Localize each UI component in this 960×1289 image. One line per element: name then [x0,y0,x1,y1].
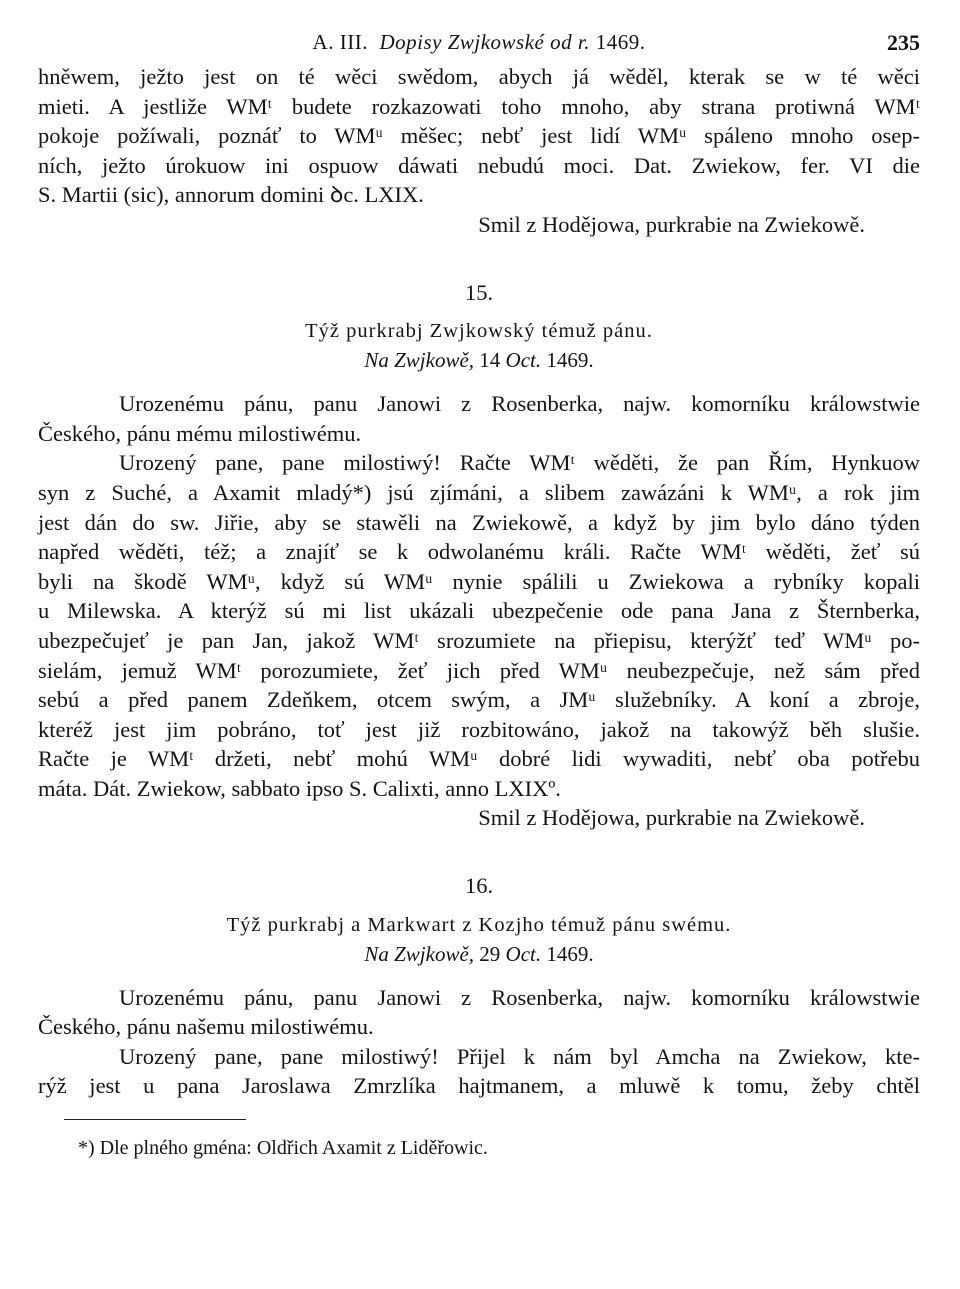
letter-dateline [38,940,920,969]
date-year: 1469. [546,941,594,966]
date-day: 29 [479,941,501,966]
place-name: Na Zwjkowě, [364,941,475,966]
text-line: ních, ježto úrokuow ini ospuow dáwati nebudú moci. Dat. Zwiekow, fer. VI die [38,152,920,178]
signature: Smil z Hodějowa, purkrabie na Zwiekowě. [478,805,865,831]
date-month: Oct. [505,348,542,373]
footnote-rule [64,1119,246,1120]
address-line: Urozenému pánu, panu Janowi z Rosenberka, najw. komorníku králowstwie [119,984,920,1010]
running-header [38,30,920,62]
text-line: syn z Suché, a Axamit mladý*) jsú zjímáni, a slibem zawázáni k WMᵘ, a rok jim [38,479,920,505]
address-line: Českého, pánu mému milostiwému. [38,420,362,446]
letter-title: Týž purkrabj Zwjkowský témuž pánu. [305,320,653,343]
text-line: sebú a před panem Zdeňkem, otcem swým, a JMᵘ služebníky. A koní a zbroje, [38,687,920,713]
letter-number: 15. [464,279,494,305]
address-line: Českého, pánu našemu milostiwému. [38,1014,374,1040]
letter-16 [38,871,920,1101]
text-line: S. Martii (sic), annorum domini ꝺc. LXIX. [38,182,424,208]
signature: Smil z Hodějowa, purkrabie na Zwiekowě. [478,211,865,237]
letter-15 [38,278,920,834]
text-line: sielám, jemuž WMᵗ porozumiete, žeť jich před WMᵘ neubezpečuje, než sám před [38,657,920,683]
text-line: rýž jest u pana Jaroslawa Zmrzlíka hajtmanem, a mluwě k tomu, žeby chtěl [38,1073,920,1099]
date-year: 1469. [546,348,594,373]
text-line: Urozený pane, pane milostiwý! Račte WMᵗ wěděti, že pan Řím, Hynkuow [119,450,920,476]
section-label: A. III. [312,30,368,54]
text-line: byli na škodě WMᵘ, když sú WMᵘ nynie spálili u Zwiekowa a rybníky kopali [38,568,920,594]
letter-number: 16. [464,873,494,899]
page-number: 235 [887,30,920,55]
text-line: kteréž jest jim pobráno, toť jest již rozbitowáno, jakož na takowýž běh slušie. [38,716,920,742]
date-month: Oct. [505,941,542,966]
text-line: pokoje požíwali, poznáť to WMᵘ měšec; nebť jest lidí WMᵘ spáleno mnoho osep- [38,123,920,149]
letter-dateline [38,346,920,375]
text-line: Račte je WMᵗ držeti, nebť mohú WMᵘ dobré lidi wywaditi, nebť oba potřebu [38,746,920,772]
book-page [38,30,920,1162]
text-line: napřed wěděti, též; a znajíť se k odwolanému králi. Račte WMᵗ wěděti, žeť sú [38,539,920,565]
title-italic: Dopisy Zwjkowské od r. [379,30,590,54]
text-line: máta. Dát. Zwiekow, sabbato ipso S. Calixti, anno LXIXº. [38,775,561,801]
address-line: Urozenému pánu, panu Janowi z Rosenberka, najw. komorníku králowstwie [119,391,920,417]
text-line: Urozený pane, pane milostiwý! Přijel k nám byl Amcha na Zwiekow, kte- [119,1043,920,1069]
footnote: *) Dle plného gména: Oldřich Axamit z Liděřowic. [78,1137,488,1160]
text-line: hněwem, ježto jest on té wěci swědom, abych já wěděl, kterak se w té wěci [38,64,920,89]
letter-title: Týž purkrabj a Markwart z Kozjho témuž pánu swému. [226,913,732,936]
continuation-text [38,62,920,240]
place-name: Na Zwjkowě, [364,348,475,373]
date-day: 14 [479,348,501,373]
text-line: ubezpečujeť je pan Jan, jakož WMᵗ srozumiete na přiepisu, kterýžť teď WMᵘ po- [38,627,920,653]
title-year: 1469. [595,30,646,54]
text-line: mieti. A jestliže WMᵗ budete rozkazowati toho mnoho, aby strana protiwná WMᵗ [38,93,920,119]
text-line: u Milewska. A kterýž sú mi list ukázali ubezpečenie ode pana Jana z Šternberka, [38,598,920,624]
running-title [38,30,920,55]
text-line: jest dán do sw. Jiřie, aby se stawěli na Zwiekowě, a když by jim bylo dáno týden [38,509,920,535]
